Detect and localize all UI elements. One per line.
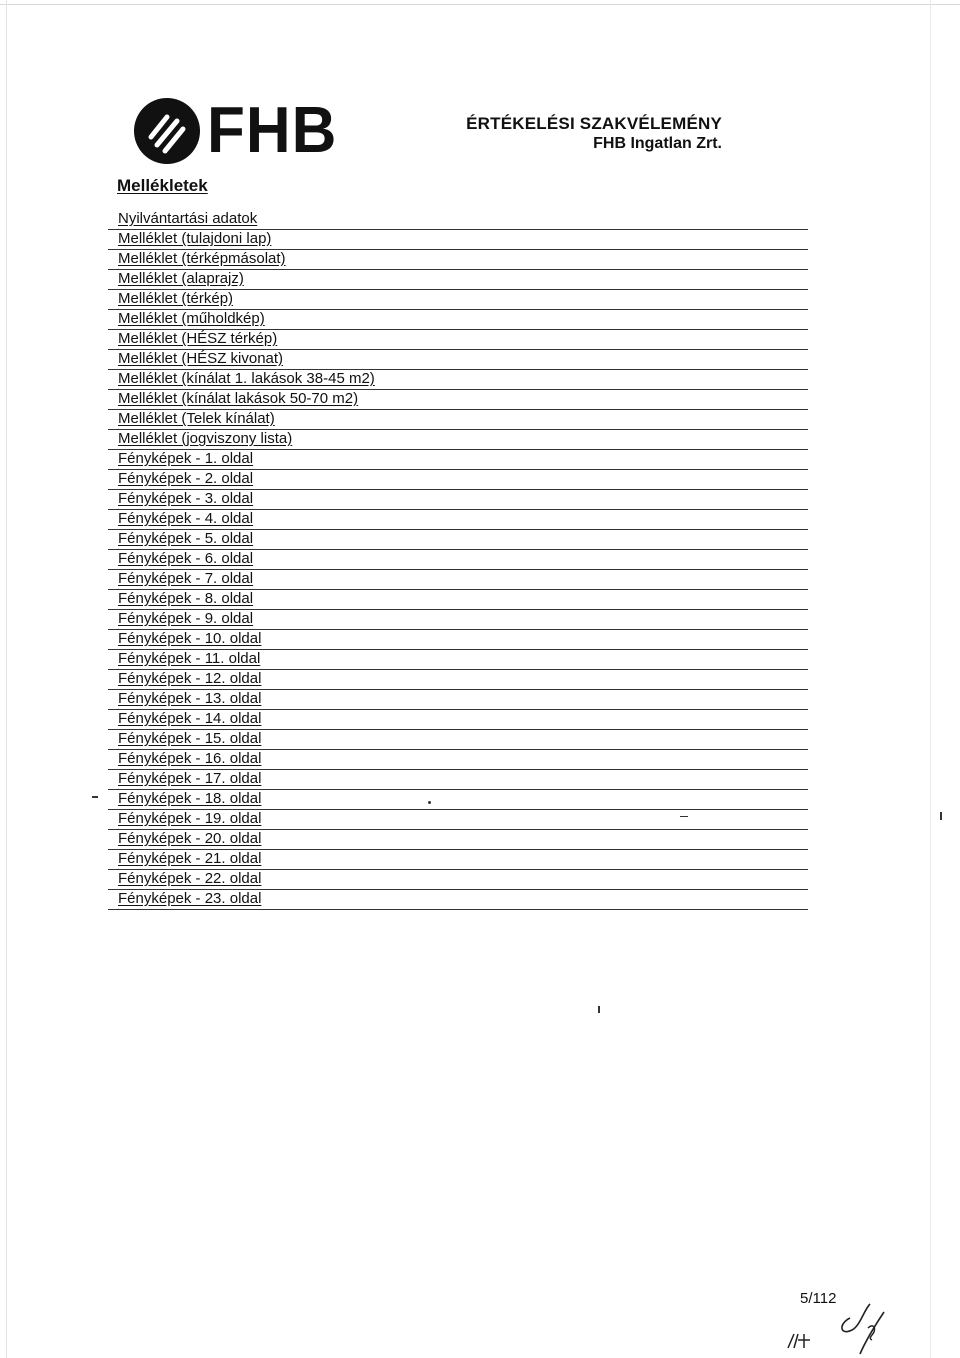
scan-speck <box>680 816 688 817</box>
page-edge-top <box>0 4 960 5</box>
document-header <box>466 114 722 154</box>
list-item <box>108 270 808 290</box>
list-item-label: Fényképek - 7. oldal <box>118 570 254 587</box>
page-edge-right <box>930 0 931 1358</box>
list-item-label: Fényképek - 4. oldal <box>118 510 254 527</box>
list-item <box>108 310 808 330</box>
attachment-list <box>108 210 808 910</box>
list-item-label: Melléklet (térkép) <box>118 290 234 307</box>
list-item <box>108 210 808 230</box>
list-item-label: Fényképek - 8. oldal <box>118 590 254 607</box>
list-item <box>108 370 808 390</box>
list-item <box>108 610 808 630</box>
scan-speck <box>940 812 942 820</box>
list-item-label: Melléklet (térképmásolat) <box>118 250 286 267</box>
list-item-label: Melléklet (kínálat 1. lakások 38-45 m2) <box>118 370 375 387</box>
logo-wordmark: FHB <box>207 94 338 167</box>
list-item <box>108 490 808 510</box>
list-item-label: Fényképek - 23. oldal <box>118 890 262 907</box>
list-item <box>108 750 808 770</box>
list-item <box>108 770 808 790</box>
list-item <box>108 850 808 870</box>
list-item <box>108 510 808 530</box>
list-item <box>108 390 808 410</box>
list-item-label: Fényképek - 11. oldal <box>118 650 261 667</box>
scan-speck <box>92 796 98 798</box>
list-item-label: Fényképek - 22. oldal <box>118 870 262 887</box>
list-item-label: Fényképek - 5. oldal <box>118 530 254 547</box>
fhb-logo <box>133 96 337 166</box>
list-item-label: Fényképek - 3. oldal <box>118 490 254 507</box>
list-item-label: Nyilvántartási adatok <box>118 210 258 227</box>
list-item-label: Fényképek - 17. oldal <box>118 770 262 787</box>
scan-speck <box>598 1006 600 1013</box>
list-item <box>108 730 808 750</box>
list-item <box>108 630 808 650</box>
list-item <box>108 470 808 490</box>
list-item-label: Fényképek - 16. oldal <box>118 750 262 767</box>
list-item-label: Melléklet (HÉSZ kivonat) <box>118 350 284 367</box>
list-item-label: Melléklet (kínálat lakások 50-70 m2) <box>118 390 359 407</box>
list-item <box>108 890 808 910</box>
list-item-label: Fényképek - 18. oldal <box>118 790 262 807</box>
list-item-label: Fényképek - 6. oldal <box>118 550 254 567</box>
list-item <box>108 230 808 250</box>
list-item <box>108 870 808 890</box>
page-edge-left <box>6 0 7 1358</box>
list-item <box>108 530 808 550</box>
list-item <box>108 450 808 470</box>
list-item-label: Fényképek - 20. oldal <box>118 830 262 847</box>
list-item-label: Fényképek - 13. oldal <box>118 690 262 707</box>
list-item <box>108 330 808 350</box>
company-name: FHB Ingatlan Zrt. <box>593 135 722 152</box>
fhb-logo-icon <box>133 97 201 165</box>
scan-speck <box>428 801 431 804</box>
section-title: Mellékletek <box>117 176 208 195</box>
list-item <box>108 250 808 270</box>
list-item <box>108 690 808 710</box>
list-item <box>108 430 808 450</box>
list-item-label: Melléklet (tulajdoni lap) <box>118 230 272 247</box>
list-item <box>108 570 808 590</box>
list-item <box>108 550 808 570</box>
list-item <box>108 410 808 430</box>
list-item-label: Fényképek - 14. oldal <box>118 710 262 727</box>
page-number: 5/112 <box>800 1290 837 1307</box>
list-item <box>108 350 808 370</box>
list-item-label: Melléklet (Telek kínálat) <box>118 410 275 427</box>
list-item-label: Fényképek - 15. oldal <box>118 730 262 747</box>
list-item <box>108 710 808 730</box>
list-item-label: Fényképek - 9. oldal <box>118 610 254 627</box>
list-item-label: Fényképek - 2. oldal <box>118 470 254 487</box>
list-item-label: Fényképek - 21. oldal <box>118 850 262 867</box>
list-item <box>108 650 808 670</box>
list-item-label: Fényképek - 12. oldal <box>118 670 262 687</box>
list-item-label: Fényképek - 19. oldal <box>118 810 262 827</box>
list-item <box>108 590 808 610</box>
list-item-label: Fényképek - 10. oldal <box>118 630 262 647</box>
list-item-label: Melléklet (jogviszony lista) <box>118 430 293 447</box>
list-item <box>108 830 808 850</box>
list-item <box>108 670 808 690</box>
list-item-label: Melléklet (műholdkép) <box>118 310 265 327</box>
list-item-label: Melléklet (alaprajz) <box>118 270 244 287</box>
list-item <box>108 790 808 810</box>
list-item <box>108 810 808 830</box>
signature-mark <box>780 1290 910 1356</box>
list-item-label: Fényképek - 1. oldal <box>118 450 254 467</box>
document-title: ÉRTÉKELÉSI SZAKVÉLEMÉNY <box>466 114 722 133</box>
list-item-label: Melléklet (HÉSZ térkép) <box>118 330 278 347</box>
list-item <box>108 290 808 310</box>
